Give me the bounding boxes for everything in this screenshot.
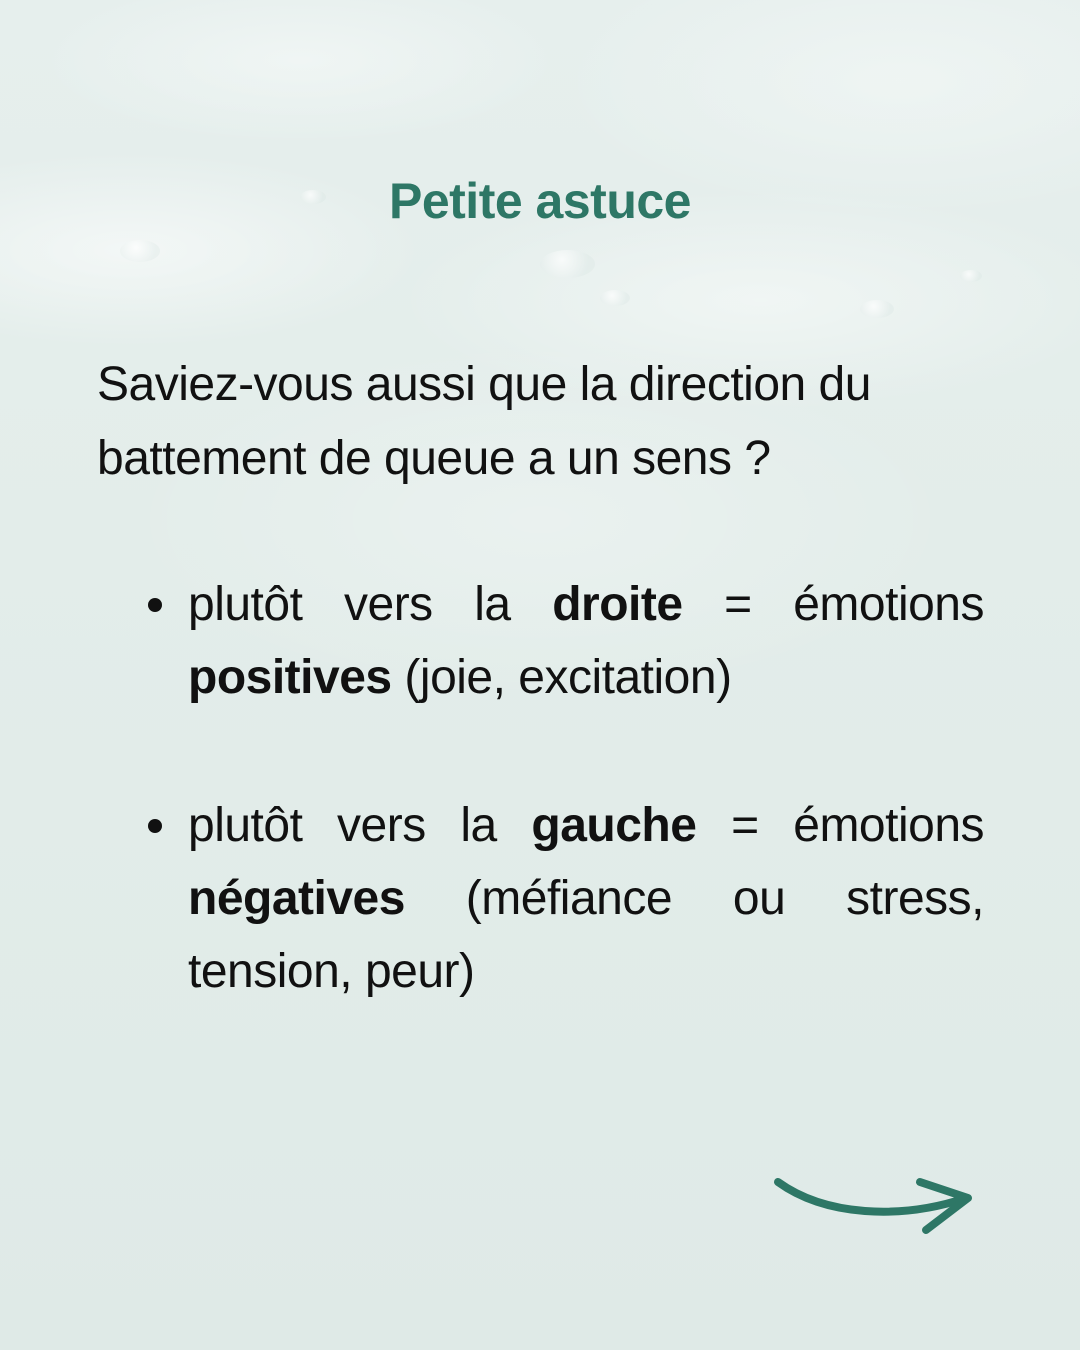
bullet-text: (joie, excitation): [391, 651, 732, 704]
bullet-text: = émotions: [696, 799, 985, 852]
water-drop: [120, 240, 160, 262]
bullet-item-left: [188, 789, 984, 1008]
water-drop: [600, 290, 630, 306]
bullet-dot-icon: [148, 598, 162, 612]
bullet-keyword: positives: [188, 651, 392, 704]
water-drop: [540, 250, 595, 278]
bullet-keyword: négatives: [188, 872, 405, 925]
bullet-text: plutôt vers la: [188, 578, 553, 631]
bullet-text: = émotions: [682, 578, 985, 631]
intro-text: Saviez-vous aussi que la direction du battement de queue a un sens ?: [97, 358, 871, 485]
bullet-keyword: droite: [552, 578, 683, 631]
bullet-keyword: gauche: [531, 799, 697, 852]
bullet-dot-icon: [148, 819, 162, 833]
arrow-right-icon[interactable]: [770, 1168, 980, 1248]
bullet-list: [188, 568, 984, 1008]
page-title: Petite astuce: [389, 173, 691, 229]
bullet-text: (méfiance ou stress, tension, peur): [188, 872, 984, 998]
bullet-item-right: [188, 568, 984, 714]
water-drop: [860, 300, 894, 318]
water-drop: [960, 270, 982, 282]
bullet-text: plutôt vers la: [188, 799, 532, 852]
